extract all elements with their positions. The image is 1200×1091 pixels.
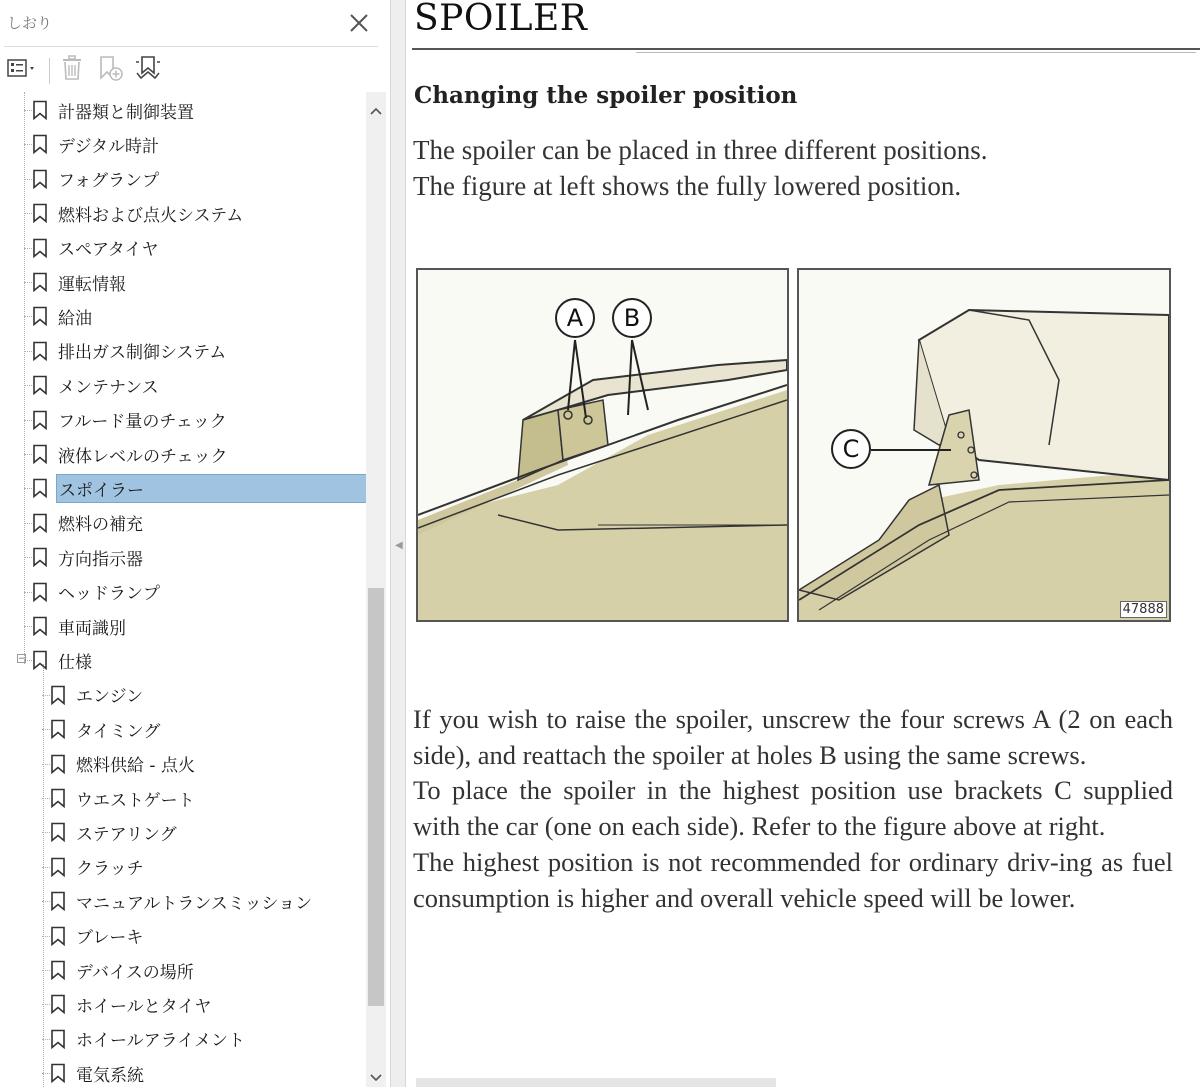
bookmark-label: 仕様 [58,652,92,673]
bookmark-item[interactable] [50,782,197,814]
bookmark-label: ホイールアライメント [76,1031,245,1052]
collapse-panel-arrow-icon[interactable]: ◀ [395,540,403,551]
tree-connector [24,592,32,593]
bookmark-item[interactable] [32,404,229,436]
bookmark-item[interactable] [32,369,161,401]
toolbar-divider [49,58,50,84]
bookmark-icon [32,616,48,636]
bookmark-label: デバイスの場所 [76,962,194,983]
bookmark-item[interactable] [32,576,162,608]
intro-line: The figure at left shows the fully lowered position. [413,171,962,201]
delete-bookmark-button[interactable] [58,54,86,86]
tree-connector [24,110,32,111]
tree-connector [24,351,32,352]
callout-a: A [555,298,595,338]
tree-connector [24,557,32,558]
tree-connector [24,626,32,627]
tree-connector [42,729,50,730]
bookmark-icon [50,822,66,842]
bookmark-item[interactable] [50,1023,247,1055]
bookmark-icon [32,375,48,395]
tree-connector [42,936,50,937]
bookmark-label: マニュアルトランスミッション [76,893,313,914]
tree-connector [24,144,32,145]
bookmark-icon [50,788,66,808]
bookmark-item[interactable] [50,816,179,848]
bookmark-label: タイミング [76,721,161,742]
scrollbar-thumb[interactable] [368,588,384,1006]
bookmark-label: 運転情報 [58,274,126,295]
bookmark-item[interactable] [32,128,161,160]
bookmark-icon [32,650,48,670]
bookmark-item[interactable] [32,197,245,229]
tree-connector [42,970,50,971]
bookmark-icon [32,134,48,154]
bookmark-item[interactable] [32,644,94,676]
bookmark-tree [0,92,368,1087]
bookmark-item[interactable] [50,679,145,711]
bookmark-item[interactable] [32,163,161,195]
bookmark-icon [32,272,48,292]
bookmark-label: クラッチ [76,859,144,880]
bookmark-icon [32,547,48,567]
bookmark-icon [50,1029,66,1049]
bookmark-icon [50,685,66,705]
bookmark-icon [32,238,48,258]
tree-connector [42,832,50,833]
spoiler-lowered-illustration [418,270,787,620]
bookmark-label: 車両識別 [58,618,126,639]
trash-icon [61,55,83,85]
bookmarks-panel-header [0,0,390,46]
bookmark-icon [50,754,66,774]
new-bookmark-button[interactable] [94,54,126,86]
tree-connector [24,179,32,180]
bookmark-label: 排出ガス制御システム [58,343,227,364]
tree-connector [24,488,32,489]
bookmark-label: メンテナンス [58,377,159,398]
intro-paragraph [413,132,1193,204]
bookmark-item[interactable] [32,507,145,539]
bookmark-item[interactable] [50,851,146,883]
tree-connector [42,1004,50,1005]
bookmark-item[interactable] [50,988,213,1020]
bookmarks-toolbar [0,50,390,90]
page-heading: SPOILER [414,0,588,39]
tree-connector [42,867,50,868]
tree-connector [24,454,32,455]
bookmark-label: 計器類と制御装置 [58,102,194,123]
callout-c: C [831,429,871,469]
section-subheading: Changing the spoiler position [414,82,798,109]
bookmark-item[interactable] [32,541,145,573]
bookmark-scrollbar[interactable] [366,92,386,1087]
bookmark-icon [32,203,48,223]
tree-connector [24,213,32,214]
bookmark-label: フォグランプ [58,171,160,192]
bookmark-icon [32,513,48,533]
tree-connector [42,901,50,902]
new-bookmark-icon [96,54,124,86]
body-paragraph: The highest position is not recommended for ordinary driv-ing as fuel consumption is higher and overall vehicle speed will be lower. [413,846,1173,913]
bookmark-label: デジタル時計 [58,136,159,157]
bookmark-label: スポイラー [56,474,368,503]
tree-connector [24,282,32,283]
bookmark-label: 燃料供給 - 点火 [76,756,195,777]
bookmark-item[interactable] [50,920,145,952]
bookmarks-panel [0,0,390,1087]
bookmark-label: ステアリング [76,824,177,845]
tree-connector [42,798,50,799]
bookmark-label: フルード量のチェック [58,412,227,433]
heading-rule [412,48,1200,50]
bookmark-icon [32,410,48,430]
bookmark-icon [50,994,66,1014]
bookmark-icon [50,719,66,739]
bookmark-item[interactable] [50,885,314,917]
bookmark-icon [32,306,48,326]
figure-lowered-position [416,268,789,622]
panel-splitter[interactable] [390,0,406,1087]
bookmark-icon [50,891,66,911]
tree-connector [24,420,32,421]
bookmark-item[interactable] [32,335,228,367]
bookmark-item[interactable] [50,1057,146,1087]
scroll-up-arrow-icon[interactable] [366,102,386,122]
bookmark-label: エンジン [76,687,144,708]
header-divider [4,46,378,47]
options-menu-button[interactable] [4,54,42,86]
bookmark-icon [50,960,66,980]
bookmark-label: スペアタイヤ [58,240,159,261]
bookmark-item[interactable] [32,300,94,332]
bookmark-icon [32,582,48,602]
page-footer-strip [416,1078,776,1087]
bookmark-label: 方向指示器 [58,549,143,570]
find-current-bookmark-icon [133,53,163,87]
body-text [413,702,1173,916]
bookmark-label: ヘッドランプ [58,584,160,605]
bookmark-icon [50,926,66,946]
tree-connector [42,1073,50,1074]
bookmark-icon [32,444,48,464]
tree-connector [42,695,50,696]
document-page [406,0,1200,1087]
bookmark-item[interactable] [32,232,160,264]
bookmark-icon [32,341,48,361]
callout-b: B [612,298,652,338]
tree-connector [24,385,32,386]
heading-rule-secondary [636,52,1196,53]
bookmarks-panel-title: しおり [7,14,53,32]
bookmark-item[interactable] [32,266,128,298]
bookmark-label: ブレーキ [76,928,144,949]
bookmark-icon [50,857,66,877]
bookmark-item[interactable] [32,472,368,504]
bookmark-label: 電気系統 [76,1065,144,1086]
bookmark-icon [32,169,48,189]
bookmark-item[interactable] [50,748,197,780]
options-menu-icon [6,57,40,83]
bookmark-item[interactable] [50,713,162,745]
tree-connector [42,764,50,765]
close-icon[interactable] [346,10,372,36]
tree-guide-line [43,664,44,1087]
figure-code: 47888 [1120,601,1167,618]
bookmark-item[interactable] [50,954,196,986]
bookmark-item[interactable] [32,610,128,642]
bookmark-label: ホイールとタイヤ [76,996,212,1017]
bookmark-label: 液体レベルのチェック [58,446,228,467]
bookmark-label: ウエストゲート [76,790,195,811]
collapse-toggle[interactable]: − [18,654,26,664]
tree-connector [24,248,32,249]
figure-highest-position [797,268,1171,622]
body-paragraph: If you wish to raise the spoiler, unscrew the four screws A (2 on each side), and reattach the spoiler at holes B using the same screws. [413,704,1173,770]
tree-guide-line [24,92,25,664]
bookmark-icon [32,100,48,120]
body-paragraph: To place the spoiler in the highest position use brackets C supplied with the car (one on each side). Refer to the figure above at right. [413,775,1173,842]
bookmark-label: 燃料の補充 [58,515,143,536]
bookmark-item[interactable] [32,438,230,470]
tree-connector [24,316,32,317]
bookmark-icon [32,478,48,498]
bookmark-label: 給油 [58,308,92,329]
bookmark-label: 燃料および点火システム [58,205,244,226]
bookmark-item[interactable] [32,94,196,126]
find-current-bookmark-button[interactable] [132,54,164,86]
bookmark-icon [50,1063,66,1083]
scroll-down-arrow-icon[interactable] [366,1067,386,1087]
intro-line: The spoiler can be placed in three different positions. [413,135,988,165]
tree-connector [42,1039,50,1040]
tree-connector [24,523,32,524]
